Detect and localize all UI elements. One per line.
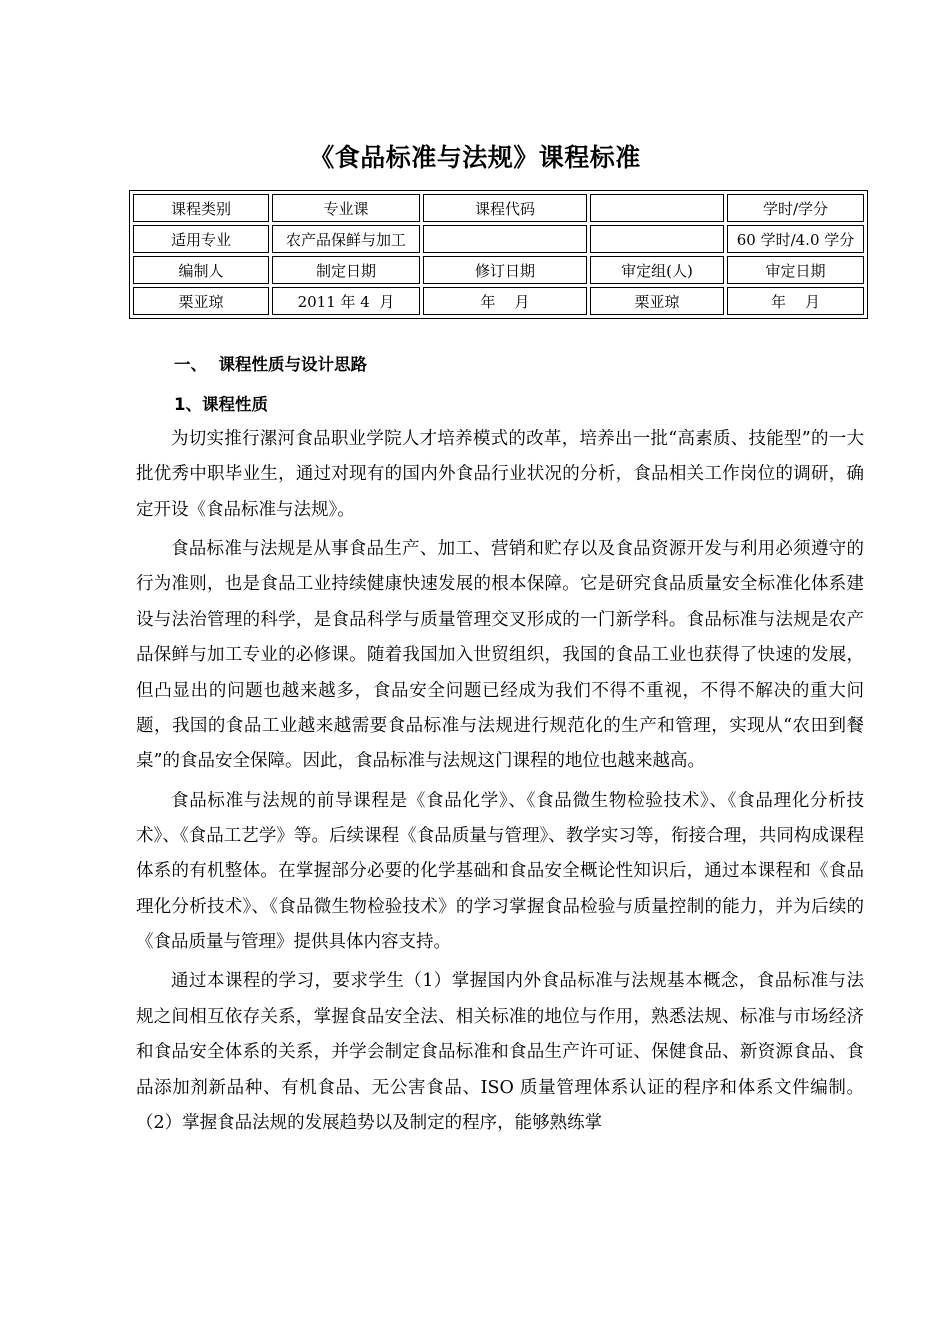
table-cell: 2011 年 4 月 [272, 287, 420, 315]
table-row [133, 194, 864, 222]
course-info-table [129, 190, 868, 319]
table-row [133, 256, 864, 284]
document-title: 《食品标准与法规》课程标准 [309, 143, 641, 172]
table-cell [423, 225, 587, 253]
table-cell [590, 225, 724, 253]
table-cell [590, 194, 724, 222]
paragraph: 食品标准与法规的前导课程是《食品化学》、《食品微生物检验技术》、《食品理化分析技术》、《食品工艺学》等。后续课程《食品质量与管理》、教学实习等，衔接合理，共同构成课程体系的有机整体。在掌握部分必要的化学基础和食品安全概论性知识后，通过本课程和《食品理化分析技术》、《食品微生物检验技术》的学习掌握食品检验与质量控制的能力，并为后续的《食品质量与管理》提供具体内容支持。 [136, 790, 864, 953]
paragraph: 通过本课程的学习，要求学生（1）掌握国内外食品标准与法规基本概念，食品标准与法规之间相互依存关系，掌握食品安全法、相关标准的地位与作用，熟悉法规、标准与市场经济和食品安全体系的关系，并学会制定食品标准和食品生产许可证、保健食品、新资源食品、食品添加剂新品种、有机食品、无公害食品、ISO 质量管理体系认证的程序和体系文件编制。（2）掌握食品法规的发展趋势以及制定的程序，能够熟练掌 [136, 971, 864, 1134]
table-cell: 专业课 [272, 194, 420, 222]
table-cell: 制定日期 [272, 256, 420, 284]
paragraph: 为切实推行漯河食品职业学院人才培养模式的改革，培养出一批“高素质、技能型”的一大批优秀中职毕业生，通过对现有的国内外食品行业状况的分析，食品相关工作岗位的调研，确定开设《食品标准与法规》。 [136, 429, 864, 520]
table-row [133, 287, 864, 315]
section-heading: 一、 课程性质与设计思路 [174, 355, 367, 374]
subsection-heading: 1、课程性质 [174, 395, 268, 414]
table-cell: 课程类别 [133, 194, 269, 222]
table-cell: 学时/学分 [727, 194, 864, 222]
table-cell: 课程代码 [423, 194, 587, 222]
paragraph: 食品标准与法规是从事食品生产、加工、营销和贮存以及食品资源开发与利用必须遵守的行为准则，也是食品工业持续健康快速发展的根本保障。它是研究食品质量安全标准化体系建设与法治管理的科学，是食品科学与质量管理交叉形成的一门新学科。食品标准与法规是农产品保鲜与加工专业的必修课。随着我国加入世贸组织，我国的食品工业也获得了快速的发展，但凸显出的问题也越来越多，食品安全问题已经成为我们不得不重视，不得不解决的重大问题，我国的食品工业越来越需要食品标准与法规进行规范化的生产和管理，实现从“农田到餐桌”的食品安全保障。因此，食品标准与法规这门课程的地位也越来越高。 [136, 539, 864, 772]
body-text [136, 422, 864, 1145]
table-cell: 审定日期 [727, 256, 864, 284]
table-cell: 年 月 [423, 287, 587, 315]
table-cell: 60 学时/4.0 学分 [727, 225, 864, 253]
table-cell: 栗亚琼 [133, 287, 269, 315]
table-cell: 适用专业 [133, 225, 269, 253]
table-cell: 编制人 [133, 256, 269, 284]
table-cell: 农产品保鲜与加工 [272, 225, 420, 253]
table-cell: 年 月 [727, 287, 864, 315]
table-row [133, 225, 864, 253]
table-cell: 栗亚琼 [590, 287, 724, 315]
table-cell: 审定组(人) [590, 256, 724, 284]
table-cell: 修订日期 [423, 256, 587, 284]
